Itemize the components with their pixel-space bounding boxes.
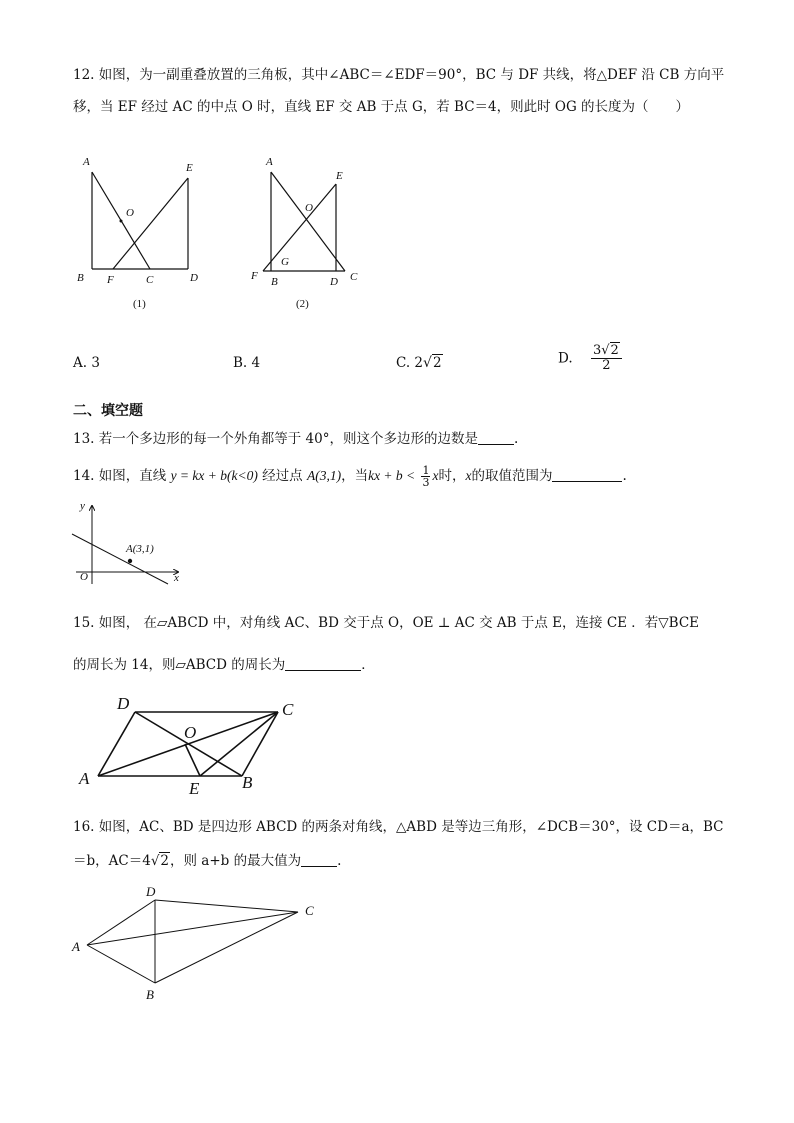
q16-label-b: B: [146, 987, 154, 1002]
q12-option-c: C. 2√2: [396, 355, 442, 371]
q14-label-o: O: [80, 571, 88, 583]
fig2-label-b: B: [271, 276, 278, 288]
fig1-label-d: D: [190, 272, 198, 284]
q15-label-a: A: [79, 769, 90, 788]
q16-answer-blank[interactable]: [301, 852, 337, 867]
fig2-label-a: A: [266, 156, 273, 168]
q14-label-y: y: [80, 500, 85, 512]
q14-text: 14. 如图，直线 y = kx + b(k<0) 经过点 A(3,1)，当kx + b < $\frac{1}{3}$ x时，x的取值范围为 .: [73, 464, 627, 489]
q14-answer-blank[interactable]: [552, 467, 622, 482]
q15-answer-blank[interactable]: [285, 656, 361, 671]
q12-line2: 移，当 EF 经过 AC 的中点 O 时，直线 EF 交 AB 于点 G，若 BC＝4，则此时 OG 的长度为（ ）: [73, 99, 690, 115]
q16-label-a: A: [72, 939, 80, 954]
q15-label-o: O: [184, 723, 197, 742]
fig1-label-e: E: [186, 162, 193, 174]
q12-figure-2: [255, 150, 365, 280]
fig2-label-o: O: [305, 202, 313, 214]
q14-label-a: A(3,1): [126, 543, 154, 555]
q16-line2: ＝b，AC＝4√2，则 a+b 的最大值为 .: [73, 853, 342, 869]
section-title: 二、填空题: [73, 403, 143, 419]
fig1-label-f: F: [107, 274, 114, 286]
q16-label-c: C: [305, 903, 314, 918]
q15-label-e: E: [189, 779, 200, 798]
fig2-label-e: E: [336, 170, 343, 182]
fig2-label-f: F: [251, 270, 258, 282]
q15-label-c: C: [282, 700, 294, 719]
fig1-label-o: O: [126, 207, 134, 219]
q14-label-x: x: [174, 572, 179, 584]
q16-figure: [80, 890, 320, 1000]
q12-line1: 12. 如图，为一副重叠放置的三角板，其中∠ABC＝∠EDF＝90°，BC 与 DF 共线，将△DEF 沿 CB 方向平: [73, 67, 725, 83]
q15-line2: 的周长为 14，则▱ABCD 的周长为 ．: [73, 657, 375, 673]
q12-option-a: A. 3: [73, 355, 100, 371]
fig1-caption: (1): [133, 298, 146, 310]
fig1-label-c: C: [146, 274, 154, 286]
fig2-label-d: D: [330, 276, 338, 288]
fig2-caption: (2): [296, 298, 309, 310]
fig2-label-g: G: [281, 256, 289, 268]
q12-option-d: D. $\frac{3√2}{2}$: [558, 344, 622, 373]
q15-label-d: D: [117, 694, 130, 713]
fig1-label-a: A: [83, 156, 90, 168]
fig2-label-c: C: [350, 271, 358, 283]
q15-label-b: B: [242, 773, 253, 792]
q13-answer-blank[interactable]: [478, 430, 514, 445]
q13-text: 13. 若一个多边形的每一个外角都等于 40°，则这个多边形的边数是 .: [73, 431, 519, 447]
fig1-label-b: B: [77, 272, 84, 284]
q16-line1: 16. 如图，AC、BD 是四边形 ABCD 的两条对角线，△ABD 是等边三角形，∠DCB＝30°，设 CD＝a，BC: [73, 819, 724, 835]
q16-label-d: D: [146, 884, 156, 899]
q12-option-b: B. 4: [233, 355, 261, 371]
q15-line1: 15. 如图， 在▱ABCD 中，对角线 AC、BD 交于点 O，OE ⊥ AC 交 AB 于点 E，连接 CE ．若▽BCE: [73, 615, 700, 631]
